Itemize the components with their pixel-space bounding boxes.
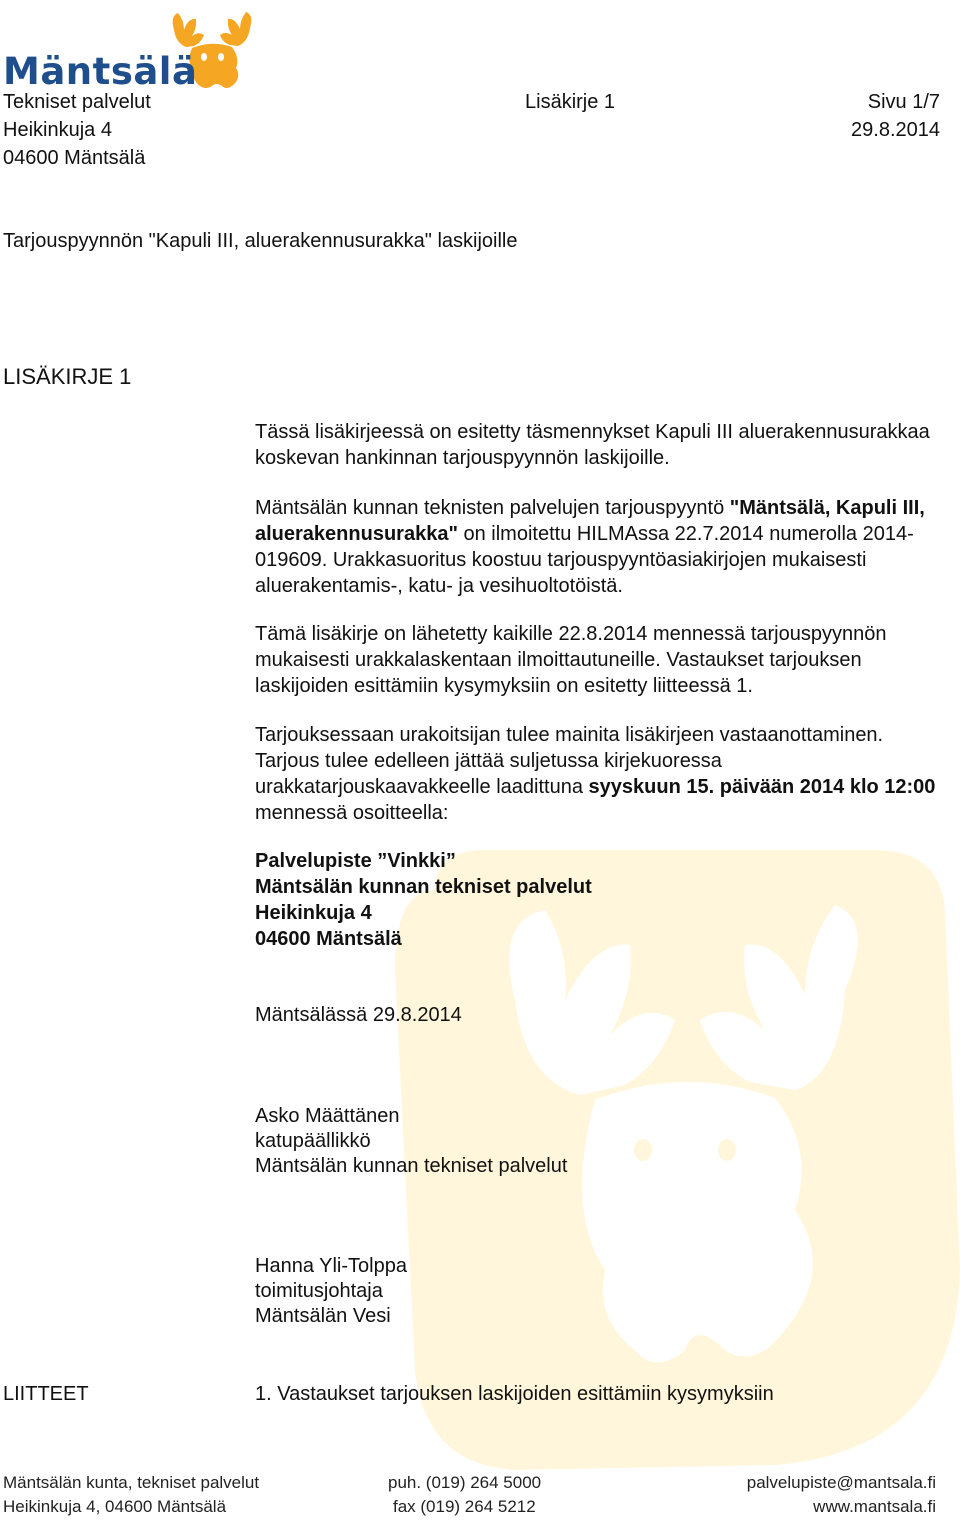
document-title: LISÄKIRJE 1: [3, 364, 132, 389]
logo-wordmark: Mäntsälä: [3, 50, 198, 93]
deadline: syyskuun 15. päivään 2014 klo 12:00: [588, 776, 936, 798]
body-paragraph-4: [255, 722, 945, 826]
signer1-org: Mäntsälän kunnan tekniset palvelut: [255, 1155, 568, 1177]
mantsala-logo: [3, 10, 263, 93]
document-type: Lisäkirje 1: [525, 91, 616, 113]
footer-website[interactable]: www.mantsala.fi: [813, 1497, 936, 1516]
p4-text-a: Tarjouksessaan urakoitsijan tulee mainita lisäkirjeen vastaanottaminen. Tarjous tulee edelleen jättää suljetussa kirjekuoressa urakkatarjouskaavakkeelle laadittuna: [255, 724, 884, 798]
signer2-role: toimitusjohtaja: [255, 1280, 383, 1302]
address-line-2: Mäntsälän kunnan tekniset palvelut: [255, 876, 592, 898]
sender-department: Tekniset palvelut: [3, 91, 151, 113]
body-paragraph-2: [255, 495, 945, 599]
body-paragraph-1: Tässä lisäkirjeessä on esitetty täsmennykset Kapuli III aluerakennusurakkaa koskevan hankinnan tarjouspyynnön laskijoille.: [255, 421, 930, 469]
page-number: Sivu 1/7: [867, 91, 940, 113]
contract-name: "Mäntsälä, Kapuli III, aluerakennusurakka": [255, 497, 925, 545]
footer-email[interactable]: palvelupiste@mantsala.fi: [746, 1473, 936, 1492]
footer-phone: puh. (019) 264 5000: [388, 1473, 542, 1492]
attachment-item-1: 1. Vastaukset tarjouksen laskijoiden esittämiin kysymyksiin: [255, 1383, 774, 1405]
place-date: Mäntsälässä 29.8.2014: [255, 1004, 462, 1026]
signer2-name: Hanna Yli-Tolppa: [255, 1255, 407, 1277]
p4-text-b: mennessä osoitteella:: [255, 802, 449, 824]
sender-street: Heikinkuja 4: [3, 119, 112, 141]
document-date: 29.8.2014: [851, 119, 940, 141]
body-paragraph-3: Tämä lisäkirje on lähetetty kaikille 22.8.2014 mennessä tarjouspyynnön mukaisesti urakkalaskentaan ilmoittautuneille. Vastaukset tarjouksen laskijoiden esittämiin kysymyksiin on esitetty liitteessä 1.: [255, 623, 887, 697]
address-line-4: 04600 Mäntsälä: [255, 928, 402, 950]
signer1-name: Asko Määttänen: [255, 1105, 400, 1127]
address-line-1: Palvelupiste ”Vinkki”: [255, 850, 456, 872]
attachments-label: LIITTEET: [3, 1383, 89, 1405]
signer2-org: Mäntsälän Vesi: [255, 1305, 391, 1327]
address-line-3: Heikinkuja 4: [255, 902, 372, 924]
footer-fax: fax (019) 264 5212: [393, 1497, 536, 1516]
recipient-line: Tarjouspyynnön "Kapuli III, aluerakennusurakka" laskijoille: [3, 230, 518, 252]
p2-text-b: on ilmoitettu HILMAssa 22.7.2014 numerolla 2014-019609. Urakkasuoritus koostuu tarjouspyyntöasiakirjojen mukaisesti aluerakentamis-, katu- ja vesihuoltotöistä.: [255, 523, 914, 597]
sender-city: 04600 Mäntsälä: [3, 147, 146, 169]
p2-text-a: Mäntsälän kunnan teknisten palvelujen tarjouspyyntö: [255, 497, 730, 519]
footer-address: Heikinkuja 4, 04600 Mäntsälä: [3, 1497, 227, 1516]
footer-org: Mäntsälän kunta, tekniset palvelut: [3, 1473, 260, 1492]
signer1-role: katupäällikkö: [255, 1130, 371, 1152]
